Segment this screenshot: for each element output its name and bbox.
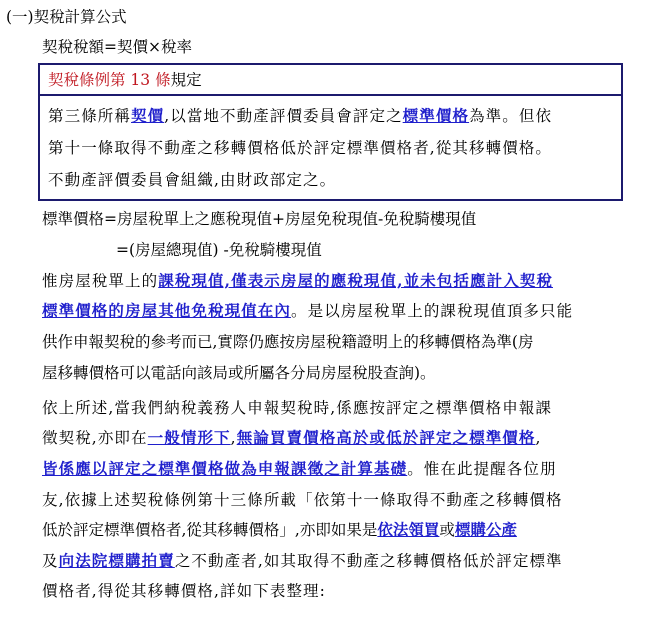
text: 或 <box>439 521 455 539</box>
p2-line-3 <box>42 458 557 480</box>
p2-line-6 <box>42 550 563 572</box>
text: , <box>535 429 542 447</box>
text: 。惟在此提醒各位朋 <box>407 460 557 478</box>
link-calculation-basis[interactable]: 皆係應以評定之標準價格做為申報課徵之計算基礎 <box>42 459 408 478</box>
p2-line-4: 友,依據上述契稅條例第十三條所載「依第十一條取得不動產之移轉價格 <box>42 491 563 509</box>
regulation-box-header <box>38 63 623 96</box>
link-court-auction[interactable]: 向法院標購拍賣 <box>58 551 175 570</box>
standard-price-line-1: 標準價格=房屋稅單上之應稅現值+房屋免稅現值-免稅騎樓現值 <box>42 210 477 228</box>
p1-line-3: 供作申報契稅的參考而已,實際仍應按房屋稅籍證明上的移轉價格為準(房 <box>42 333 534 351</box>
link-regardless-price[interactable]: 無論買賣價格高於或低於評定之標準價格 <box>236 428 536 447</box>
text: 第三條所稱 <box>48 107 132 125</box>
link-tax-value-note[interactable]: 課稅現值,僅表示房屋的應稅現值,並未包括應計入契稅 <box>158 271 553 290</box>
text: 及 <box>42 552 59 570</box>
regulation-line-1 <box>48 105 552 127</box>
link-standard-price[interactable]: 標準價格 <box>402 106 470 125</box>
regulation-title-suffix: 規定 <box>170 71 202 89</box>
regulation-line-2: 第十一條取得不動產之移轉價格低於評定標準價格者,從其移轉價格。 <box>48 139 553 157</box>
regulation-line-3: 不動產評價委員會組織,由財政部定之。 <box>48 171 337 189</box>
regulation-title-red: 契稅條例第 13 條 <box>48 71 171 89</box>
p1-line-2 <box>42 300 573 322</box>
text: 之不動產者,如其取得不動產之移轉價格低於評定標準 <box>174 552 563 570</box>
text: ,以當地不動產評價委員會評定之 <box>164 107 403 125</box>
text: 徵契稅,亦即在 <box>42 429 148 447</box>
link-legal-purchase[interactable]: 依法領買 <box>377 520 440 539</box>
regulation-title <box>48 69 202 91</box>
text: , <box>230 429 237 447</box>
p2-line-1: 依上所述,當我們納稅義務人申報契稅時,係應按評定之標準價格申報課 <box>42 399 553 417</box>
text: 為準。但依 <box>469 107 553 125</box>
text: 低於評定標準價格者,從其移轉價格」,亦即如果是 <box>42 521 378 539</box>
regulation-box-body <box>38 95 623 201</box>
link-other-exempt-value[interactable]: 標準價格的房屋其他免稅現值在內 <box>42 301 292 320</box>
tax-formula: 契稅稅額=契價×稅率 <box>42 38 192 56</box>
link-contract-price[interactable]: 契價 <box>131 106 165 125</box>
p1-line-4: 屋移轉價格可以電話向該局或所屬各分局房屋稅股查詢)。 <box>42 364 436 382</box>
p1-line-1 <box>42 270 553 292</box>
link-general-case[interactable]: 一般情形下 <box>147 428 231 447</box>
p2-line-5 <box>42 519 517 541</box>
p2-line-2 <box>42 427 542 449</box>
text: 。是以房屋稅單上的課稅現值頂多只能 <box>291 302 574 320</box>
p2-line-7: 價格者,得從其移轉價格,詳如下表整理: <box>42 582 326 600</box>
section-heading: (一)契稅計算公式 <box>6 8 127 26</box>
text: 惟房屋稅單上的 <box>42 272 159 290</box>
link-public-property-bid[interactable]: 標購公產 <box>454 520 517 539</box>
standard-price-line-2: =(房屋總現值) -免稅騎樓現值 <box>116 241 322 259</box>
